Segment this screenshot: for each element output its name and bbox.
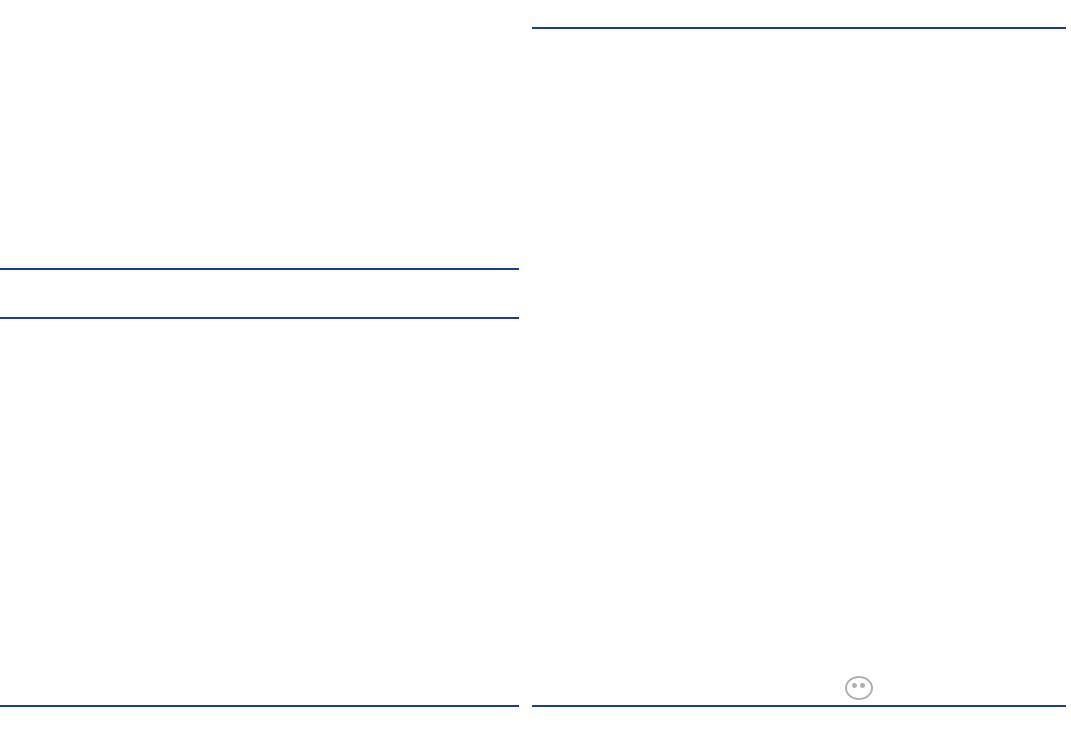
divider-rule <box>0 268 519 270</box>
ratios-title-rule <box>532 27 1066 29</box>
ratios-bottom-rule <box>532 705 1066 707</box>
cashflow-bottom-rule <box>0 705 519 707</box>
watermark <box>845 672 879 704</box>
cashflow-title-rule <box>0 317 519 319</box>
wechat-icon <box>845 676 873 700</box>
